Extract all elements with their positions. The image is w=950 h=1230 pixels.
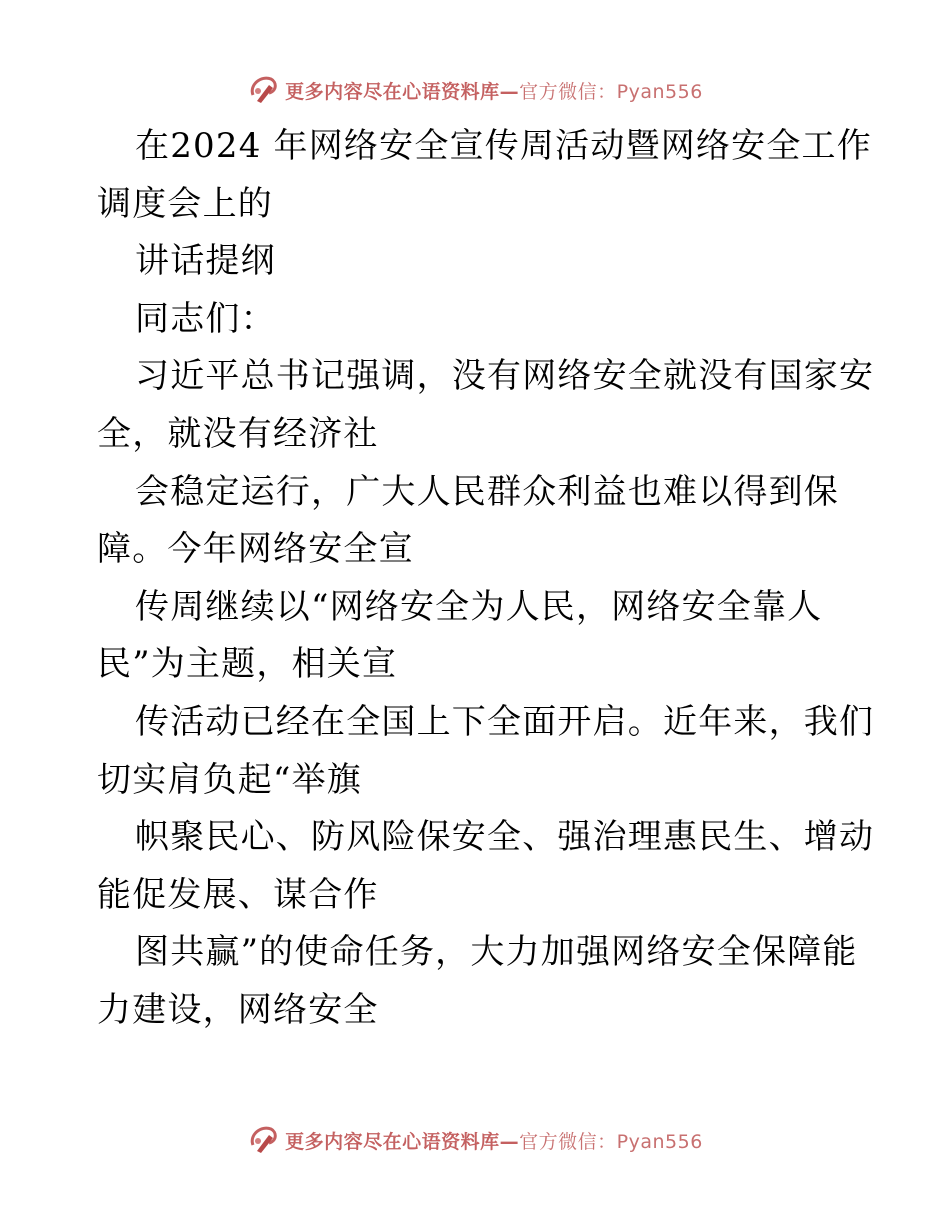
text-line: 全，就没有经济社 (97, 413, 379, 454)
text-line: 民”为主题，相关宣 (97, 644, 398, 685)
pen-swirl-logo-icon (247, 73, 281, 107)
text-line: 能促发展、谋合作 (97, 874, 379, 915)
text-line: 图共赢”的使命任务，大力加强网络安全保障能 (135, 932, 858, 973)
text-line: 在2024 年网络安全宣传周活动暨网络安全工作 (135, 126, 872, 166)
text-line: 障。今年网络安全宣 (97, 529, 414, 570)
pen-swirl-logo-icon (247, 1123, 281, 1157)
text-line: 传活动已经在全国上下全面开启。近年来，我们 (135, 701, 875, 742)
text-line: 调度会上的 (97, 183, 273, 224)
watermark-text: 更多内容尽在心语资料库—官方微信：Pyan556 (285, 80, 703, 103)
text-line: 帜聚民心、防风险保安全、强治理惠民生、增动 (135, 817, 875, 858)
text-line: 会稳定运行，广大人民群众利益也难以得到保 (135, 471, 839, 512)
watermark-text: 更多内容尽在心语资料库—官方微信：Pyan556 (285, 1130, 703, 1153)
document-body (97, 118, 875, 1040)
header-watermark-banner (0, 70, 950, 110)
footer-watermark-banner (0, 1120, 950, 1160)
text-line: 切实肩负起“举旗 (97, 759, 362, 800)
text-line: 讲话提纲 (135, 241, 276, 282)
text-line: 同志们： (135, 298, 276, 339)
text-line: 传周继续以“网络安全为人民，网络安全靠人 (135, 586, 823, 627)
text-line: 习近平总书记强调，没有网络安全就没有国家安 (135, 356, 875, 397)
text-line: 力建设，网络安全 (97, 989, 379, 1030)
